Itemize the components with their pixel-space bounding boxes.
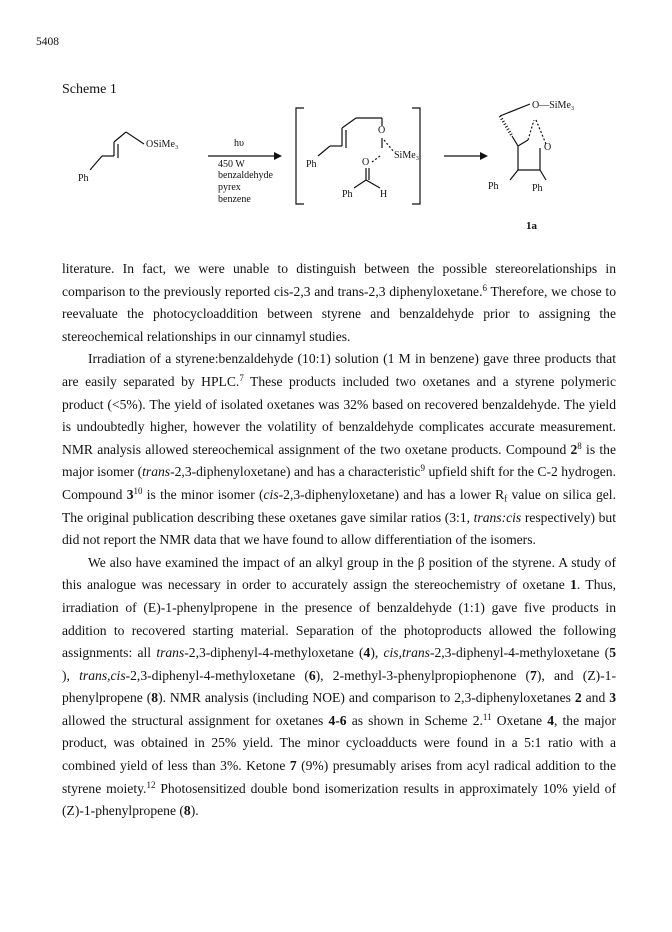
reference-citation: 11 <box>482 711 492 722</box>
product-structure <box>500 104 546 180</box>
compound-number: 6 <box>308 667 316 683</box>
reference-citation: 6 <box>482 282 487 293</box>
condition-solvent: benzene <box>218 194 251 205</box>
compound-number: 4 <box>547 712 554 728</box>
compound-number: 5 <box>609 645 617 661</box>
reference-citation: 12 <box>146 779 156 790</box>
reactant-substituent-label: OSiMe₃ <box>146 139 179 150</box>
reference-citation: 7 <box>239 373 244 384</box>
scheme-1-figure <box>60 100 640 240</box>
compound-number: 7 <box>289 758 297 774</box>
compound-number: 7 <box>530 667 537 683</box>
intermediate-simes: SiMe₃ <box>394 150 420 161</box>
condition-vessel: pyrex <box>218 182 241 193</box>
reaction-arrow-2 <box>444 152 488 160</box>
product-compound-label: 1a <box>526 220 537 232</box>
compound-number: 2 <box>570 441 578 457</box>
compound-number: 1 <box>570 577 577 593</box>
product-ph-1: Ph <box>488 181 499 192</box>
condition-reagent: benzaldehyde <box>218 170 273 181</box>
intermediate-o-top: O <box>378 125 386 136</box>
product-ring-o-label: O <box>544 142 552 153</box>
reactant-ph-label: Ph <box>78 173 89 184</box>
condition-hv: hυ <box>234 138 244 149</box>
intermediate-h: H <box>380 189 388 200</box>
intermediate-ph-2: Ph <box>342 189 353 200</box>
product-osime3-label: O—SiMe₃ <box>532 100 575 111</box>
reaction-scheme-drawing <box>60 100 640 240</box>
compound-number: 4-6 <box>328 712 347 728</box>
intermediate-ph-1: Ph <box>306 159 317 170</box>
reactant-structure <box>90 132 144 170</box>
scheme-title: Scheme 1 <box>62 82 117 97</box>
paragraph-2: Irradiation of a styrene:benzaldehyde (10:1) solution (1 M in benzene) gave three products that are easily separated by HPLC.$^7$ These products included two oxetanes and a styrene polymeric product (<5%). The yield of isolated oxetanes was 32% based on recovered benzaldehyde. The yield is undoubtedly higher, however the volatility of benzaldehyde complicates accurate measurement. NMR analysis allowed stereochemical assignment of the two oxetane products. Compound $2^8$ is the major isomer (trans-2,3-diphenyloxetane) and has a characteristic$^9$ upfield shift for the C-2 hydrogen. Compound $3^{10}$ is the minor isomer (cis-2,3-diphenyloxetane) and has a lower $R_f$ value on silica gel. The original publication describing these oxetanes gave similar ratios (3:1, trans:cis respectively) but did not report the NMR data that we have found to allow differentiation of the isomers. <box>62 351 617 548</box>
compound-number: 4 <box>363 645 371 661</box>
intermediate-o-mid: O <box>362 157 370 168</box>
body-text <box>62 258 616 823</box>
compound-number: 2 <box>574 690 582 706</box>
page-number: 5408 <box>36 36 59 48</box>
condition-power: 450 W <box>218 159 245 170</box>
reference-citation: 9 <box>420 463 426 474</box>
compound-number: 3 <box>126 486 134 502</box>
product-ph-2: Ph <box>532 183 543 194</box>
reference-citation: 8 <box>577 440 582 451</box>
paragraph-3: We also have examined the impact of an alkyl group in the β position of the styrene. A study of this analogue was necessary in order to accurately assign the stereochemistry of oxetane 1. Thus, irradiation of (E)-1-phenylpropene in the presence of benzaldehyde (1:1) gave five products in addition to recovered starting material. Separation of the photoproducts allowed the following assignments: all trans-2,3-diphenyl-4-methyloxetane (4), cis,trans-2,3-diphenyl-4-methyloxetane (5 ), trans,cis-2,3-diphenyl-4-methyloxetane (6), 2-methyl-3-phenylpropiophenone (7), and (Z)-1-phenylpropene (8). NMR analysis (including NOE) and comparison to 2,3-diphenyloxetanes 2 and 3 allowed the structural assignment for oxetanes 4-6 as shown in Scheme 2.11 Oxetane 4, the major product, was obtained in 25% yield. The minor cycloadducts were found in a 5:1 ratio with a combined yield of less than 3%. Ketone 7 (9%) presumably arises from acyl radical addition to the styrene moiety.$^{12}$ Photosensitized double bond isomerization results in approximately 10% yield of (Z)-1-phenylpropene (8). <box>62 554 617 819</box>
paragraph-1: literature. In fact, we were unable to distinguish between the possible stereorelationships in comparison to the previously reported cis-2,3 and trans-2,3 diphenyloxetane.$^6$ Therefore, we chose to reevaluate the photocycloaddition between styrene and benzaldehyde prior to assigning the stereochemical relationships in our cinnamyl studies. <box>62 261 616 344</box>
compound-number: 8 <box>183 803 191 819</box>
reference-citation: 10 <box>133 486 143 496</box>
compound-number: 3 <box>609 690 616 706</box>
compound-number: 8 <box>151 690 159 706</box>
